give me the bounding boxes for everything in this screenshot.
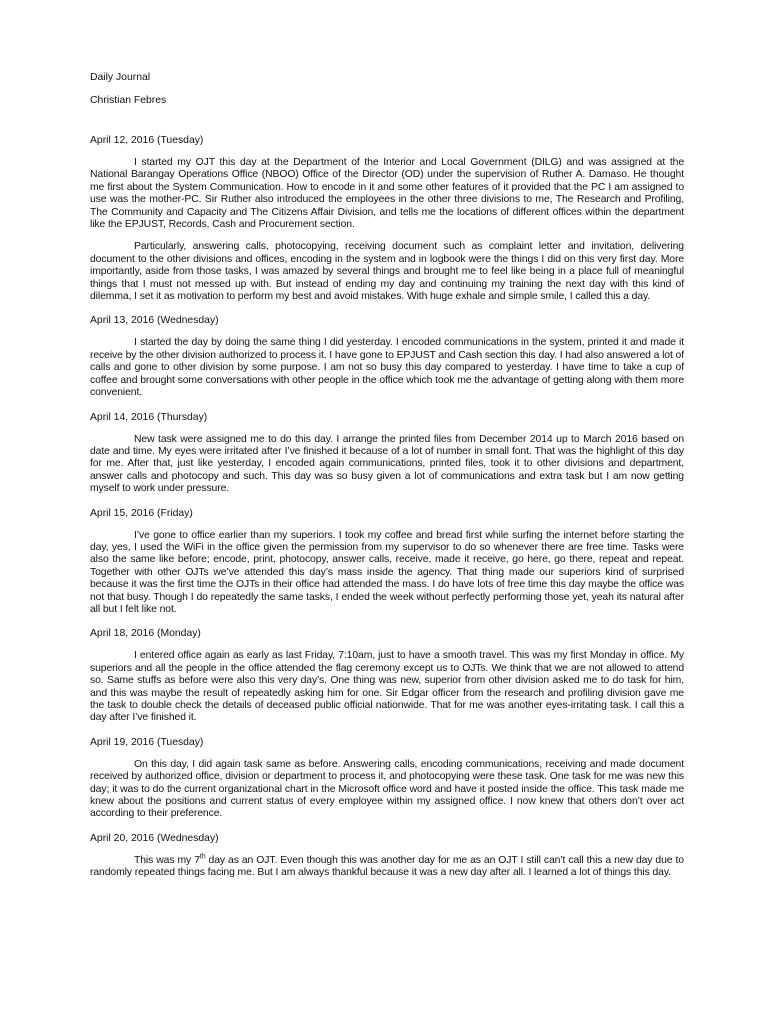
entry-date: April 19, 2016 (Tuesday) — [90, 736, 204, 748]
journal-entry — [90, 627, 684, 724]
entry-text: day as an OJT. Even though this was another day for me as an OJT I still can’t call this a new day due to randomly repeated things facing me. But I am always thankful because it was a new day after all. I learned a lot of things this day. — [90, 854, 684, 879]
entry-paragraph: I’ve gone to office earlier than my superiors. I took my coffee and bread first while surfing the internet before starting the day, yes, I used the WiFi in the office given the permission from my supervisor to do so whenever there are free time. Tasks were also the same like before; encode, print, photocopy, answer calls, receive, made it receive, go here, go there, repeat and repeat. Together with other OJTs we’ve attended this day’s mass inside the agency. That thing made our superiors kind of surprised because it was the first time the OJTs in their office had attended the mass. I do have lots of free time this day maybe the office was not that busy. Though I do repeatedly the same tasks, I ended the week without perfectly performing those yet, yeah its natural after all but I felt like not. — [90, 529, 684, 615]
entry-date: April 20, 2016 (Wednesday) — [90, 832, 219, 844]
entry-paragraph: I entered office again as early as last Friday, 7:10am, just to have a smooth travel. This was my first Monday in office. My superiors and all the people in the office attended the flag ceremony except us to OJTs. We think that we are not allowed to attend so. Same stuffs as before were also this very day’s. One thing was new, superior from other division asked me to do task for him, and this was maybe the result of repeatedly asking him for one. Sir Edgar officer from the research and profiling division gave me the task to double check the details of deceased public official nationwide. That for me was another eyes-irritating task. I call this a day after I’ve finished it. — [90, 650, 684, 724]
journal-entry — [90, 134, 684, 303]
journal-entry — [90, 314, 684, 399]
entry-text: This was my 7 — [134, 854, 200, 866]
page-bottom-clip — [0, 952, 768, 1024]
entry-paragraph: On this day, I did again task same as before. Answering calls, encoding communications, receiving and made document received by authorized office, division or department to process it, and photocopying were these task. One task for me was new this day; it was to do the current organizational chart in the Microsoft office word and have it posted inside the office. This task made me knew about the positions and current status of every employee within my assigned office. I now knew that others don’t over act according to their preference. — [90, 758, 684, 820]
entry-paragraph: Particularly, answering calls, photocopying, receiving document such as complaint letter and invitation, delivering document to the other divisions and offices, encoding in the system and in logbook were the things I did on this very first day. More importantly, aside from those tasks, I was amazed by several things and brought me to feel like being in a place full of meaningful things that I must not messed up with. But instead of ending my day and continuing my training the next day with this kind of dilemma, I set it as motivation to perform my best and avoid mistakes. With huge exhale and simple smile, I called this a day. — [90, 241, 684, 303]
entry-paragraph: I started my OJT this day at the Department of the Interior and Local Government (DILG) and was assigned at the National Barangay Operations Office (NBOO) Office of the Director (OD) under the supervision of Ruther A. Damaso. He thought me first about the System Communication. How to encode in it and some other features of it provided that the PC I am assigned to use was the mother-PC. Sir Ruther also introduced the employees in the other three divisions to me, The Research and Profiling, The Community and Capacity and The Citizens Affair Division, and tells me the locations of different offices within the department like the EPJUST, Records, Cash and Procurement section. — [90, 157, 684, 231]
entry-date: April 18, 2016 (Monday) — [90, 628, 201, 640]
entry-paragraph — [90, 855, 684, 880]
author-name: Christian Febres — [90, 95, 167, 106]
journal-entries — [90, 134, 684, 880]
ordinal-suffix: th — [199, 853, 206, 861]
journal-entry — [90, 832, 684, 880]
entry-paragraph: I started the day by doing the same thing I did yesterday. I encoded communications in the system, printed it and made it receive by the other division authorized to process it. I have gone to EPJUST and Cash section this day. I had also answered a lot of calls and gone to other division by some purpose. I am not so busy this day compared to yesterday. I have time to take a cup of coffee and brought some conversations with other people in the office which took me the advantage of getting along with them more convenient. — [90, 337, 684, 399]
entry-date: April 12, 2016 (Tuesday) — [90, 135, 204, 146]
entry-date: April 13, 2016 (Wednesday) — [90, 315, 219, 327]
document-title: Daily Journal — [90, 72, 151, 83]
entry-paragraph: New task were assigned me to do this day. I arrange the printed files from December 2014 up to March 2016 based on date and time. My eyes were irritated after I’ve finished it because of a lot of number in small font. That was the highlight of this day for me. After that, just like yesterday, I encoded again communications, printed files, took it to other divisions and department, answer calls and photocopy and such. This day was so busy given a lot of communications and extra task but I am now getting myself to work under pressure. — [90, 433, 684, 495]
journal-entry — [90, 507, 684, 617]
entry-date: April 14, 2016 (Thursday) — [90, 411, 208, 423]
journal-entry — [90, 411, 684, 496]
journal-entry — [90, 736, 684, 821]
entry-date: April 15, 2016 (Friday) — [90, 507, 193, 519]
